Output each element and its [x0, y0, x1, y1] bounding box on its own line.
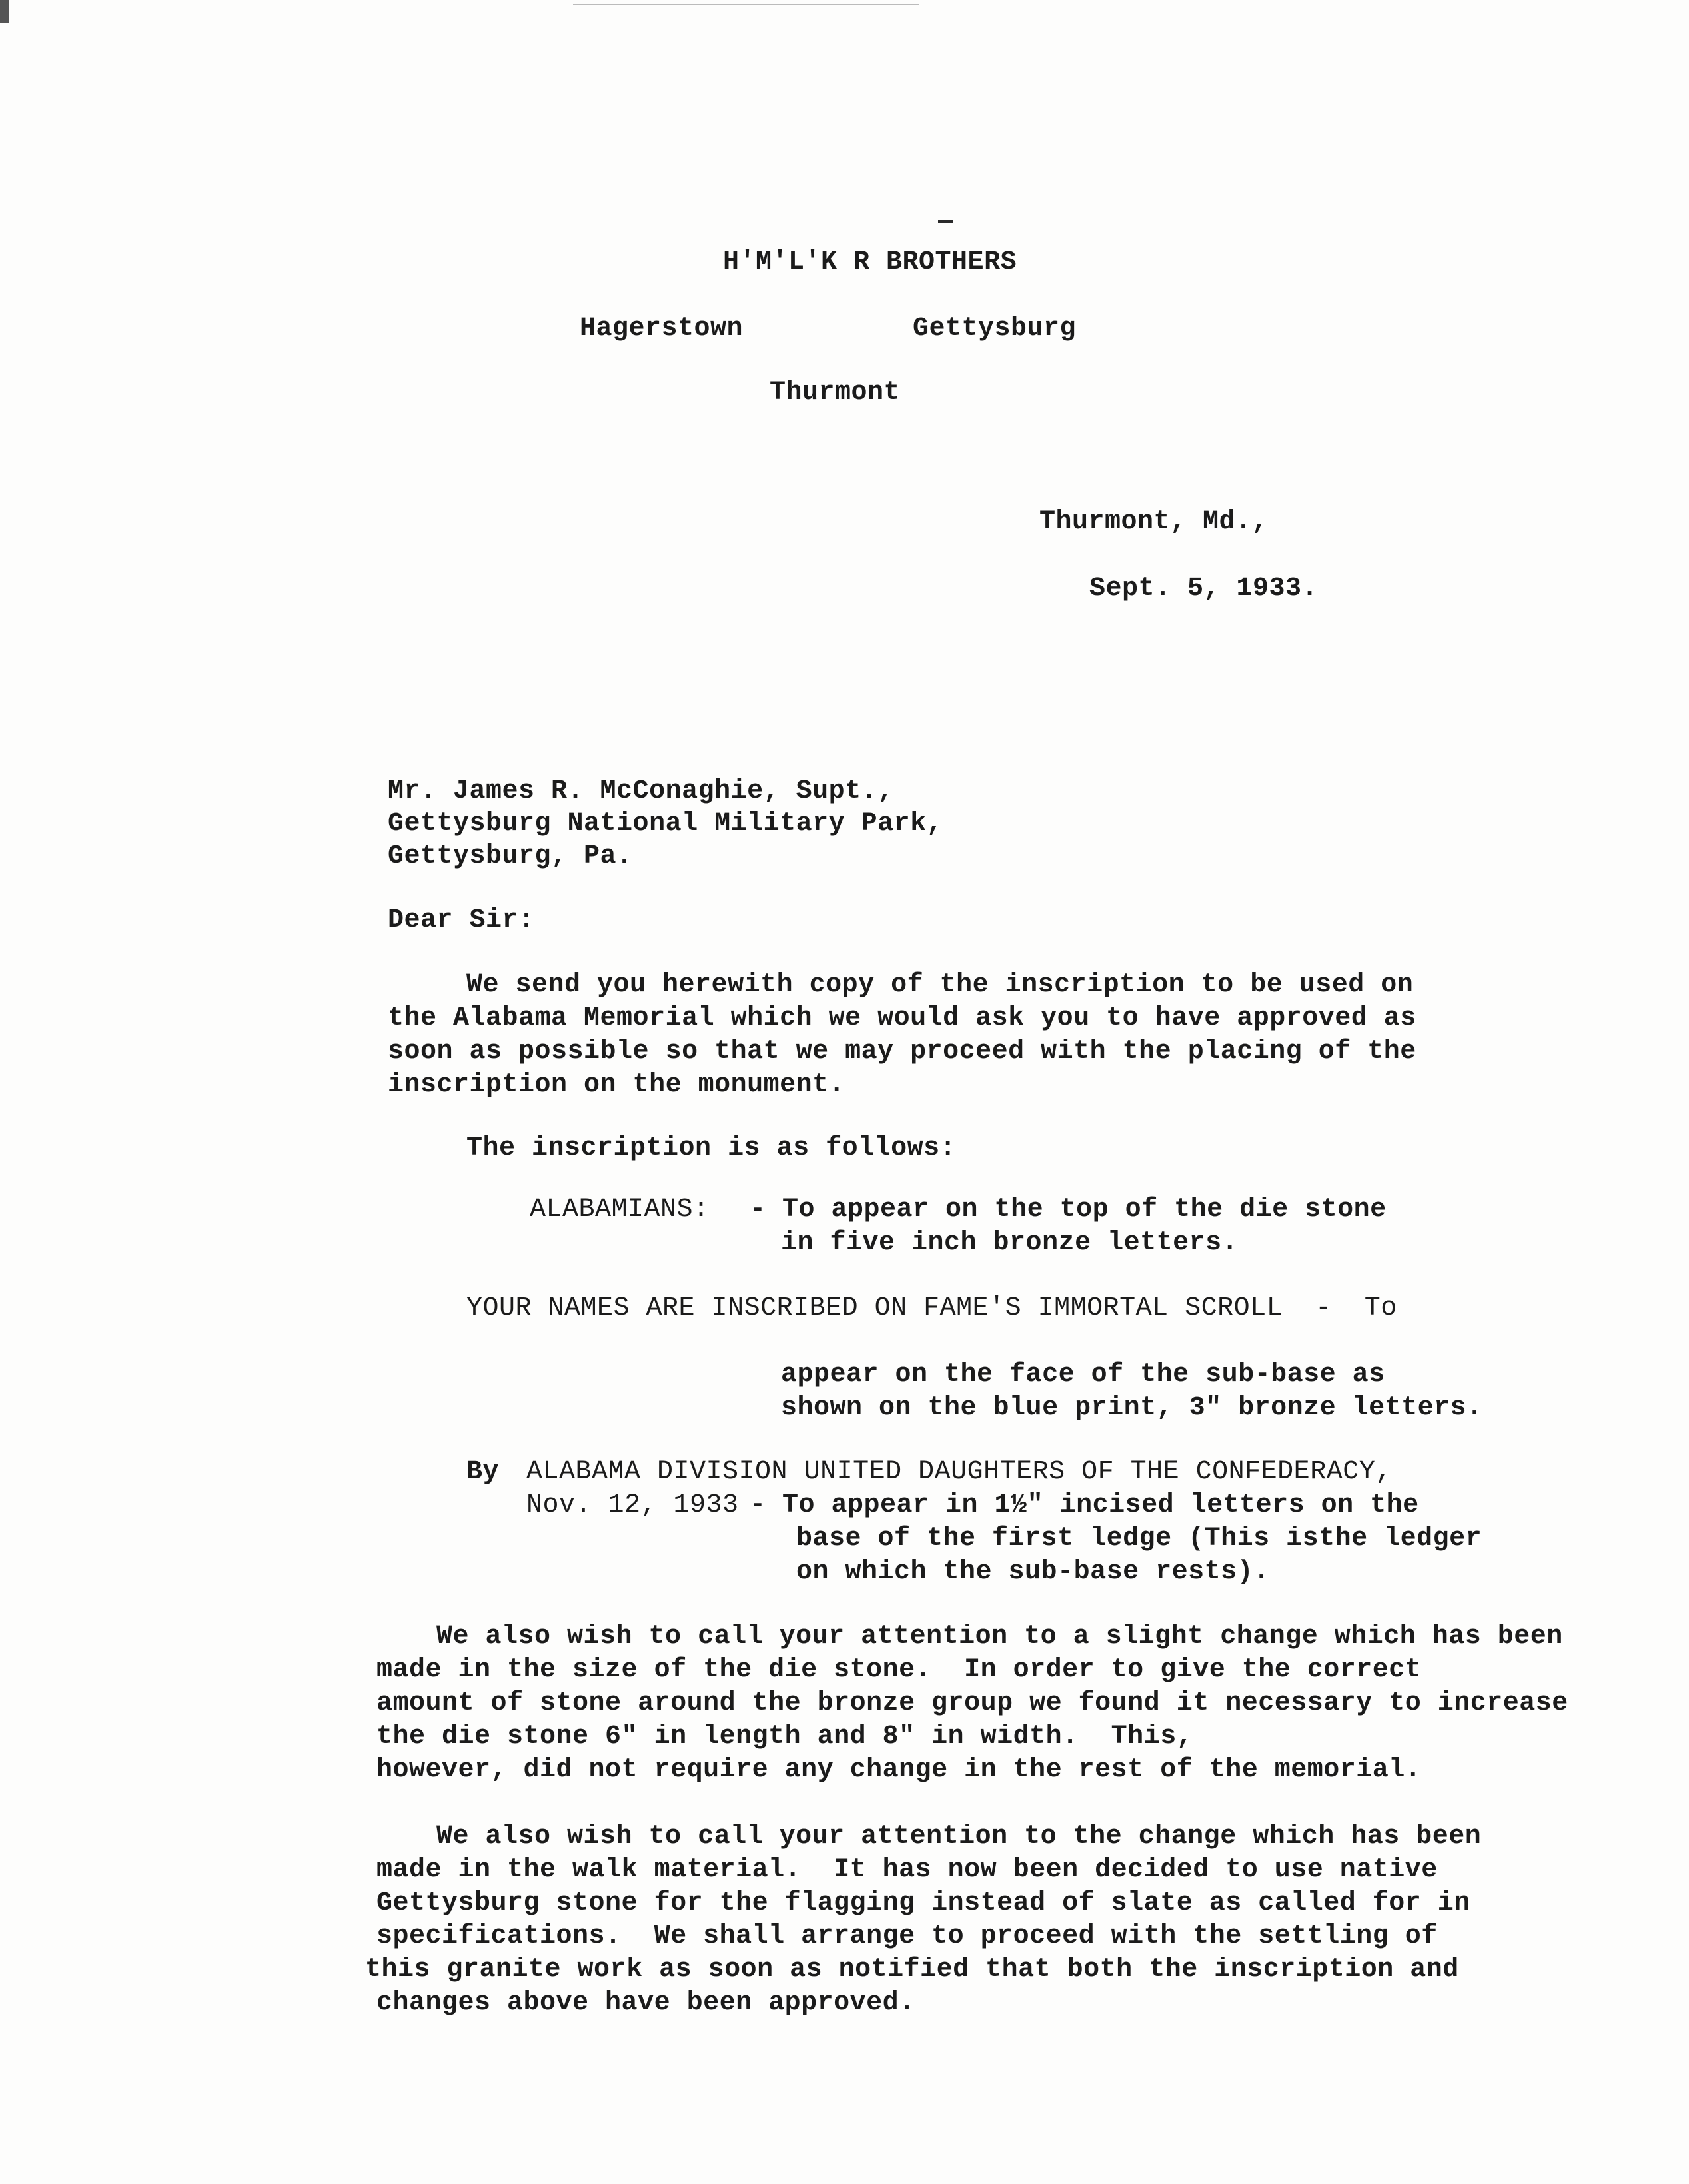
letterhead-city-thurmont: Thurmont — [770, 378, 901, 408]
letterhead-city-hagerstown: Hagerstown — [580, 314, 744, 344]
para2-line-3: amount of stone around the bronze group we found it necessary to increase — [376, 1688, 1568, 1718]
letter-date: Sept. 5, 1933. — [1089, 574, 1319, 604]
letterhead-city-gettysburg: Gettysburg — [913, 314, 1077, 344]
recipient-line-3: Gettysburg, Pa. — [388, 841, 633, 871]
para3-line-1: We also wish to call your attention to the change which has been — [436, 1822, 1482, 1852]
item3-desc-1: - To appear in 1½" incised letters on the — [750, 1490, 1419, 1520]
para3-line-4: specifications. We shall arrange to proceed with the settling of — [376, 1921, 1438, 1951]
item2-line-1: appear on the face of the sub-base as — [781, 1360, 1385, 1390]
para2-line-1: We also wish to call your attention to a slight change which has been — [436, 1622, 1563, 1652]
item1-line-1: - To appear on the top of the die stone — [750, 1195, 1387, 1225]
recipient-line-1: Mr. James R. McConaghie, Supt., — [388, 776, 894, 806]
para3-line-2: made in the walk material. It has now been decided to use native — [376, 1855, 1438, 1885]
para3-line-3: Gettysburg stone for the flagging instead of slate as called for in — [376, 1888, 1470, 1918]
scan-top-line — [573, 4, 919, 5]
item3-date: Nov. 12, 1933 — [526, 1490, 739, 1520]
para1-line-4: inscription on the monument. — [388, 1070, 845, 1100]
inscription-intro: The inscription is as follows: — [466, 1133, 957, 1163]
item1-label: ALABAMIANS: — [530, 1195, 710, 1225]
item1-line-2: in five inch bronze letters. — [781, 1228, 1239, 1258]
company-name: H′M′L′K R BROTHERS — [723, 247, 1017, 277]
para2-line-5: however, did not require any change in the rest of the memorial. — [376, 1755, 1422, 1785]
para1-line-1: We send you herewith copy of the inscription to be used on — [466, 970, 1414, 1000]
para1-line-3: soon as possible so that we may proceed with the placing of the — [388, 1037, 1416, 1067]
para2-line-2: made in the size of the die stone. In order to give the correct — [376, 1655, 1422, 1685]
letter-place: Thurmont, Md., — [1039, 507, 1269, 537]
item3-desc-2: base of the first ledge (This isthe ledger — [796, 1524, 1482, 1554]
recipient-line-2: Gettysburg National Military Park, — [388, 809, 943, 839]
item3-by: By — [466, 1457, 500, 1487]
para3-line-6: changes above have been approved. — [376, 1988, 915, 2018]
item2-heading: YOUR NAMES ARE INSCRIBED ON FAME'S IMMORTAL SCROLL - To — [466, 1293, 1397, 1323]
item3-line-1: ALABAMA DIVISION UNITED DAUGHTERS OF THE CONFEDERACY, — [526, 1457, 1392, 1487]
item2-line-2: shown on the blue print, 3" bronze letters. — [781, 1393, 1483, 1423]
para3-line-5: this granite work as soon as notified that both the inscription and — [365, 1955, 1459, 1985]
scan-dash-mark — [938, 220, 953, 223]
item3-desc-3: on which the sub-base rests). — [796, 1557, 1270, 1587]
para2-line-4: the die stone 6" in length and 8" in width. This, — [376, 1722, 1193, 1752]
salutation: Dear Sir: — [388, 905, 535, 935]
para1-line-2: the Alabama Memorial which we would ask you to have approved as — [388, 1003, 1416, 1033]
scan-corner-mark — [0, 0, 9, 23]
